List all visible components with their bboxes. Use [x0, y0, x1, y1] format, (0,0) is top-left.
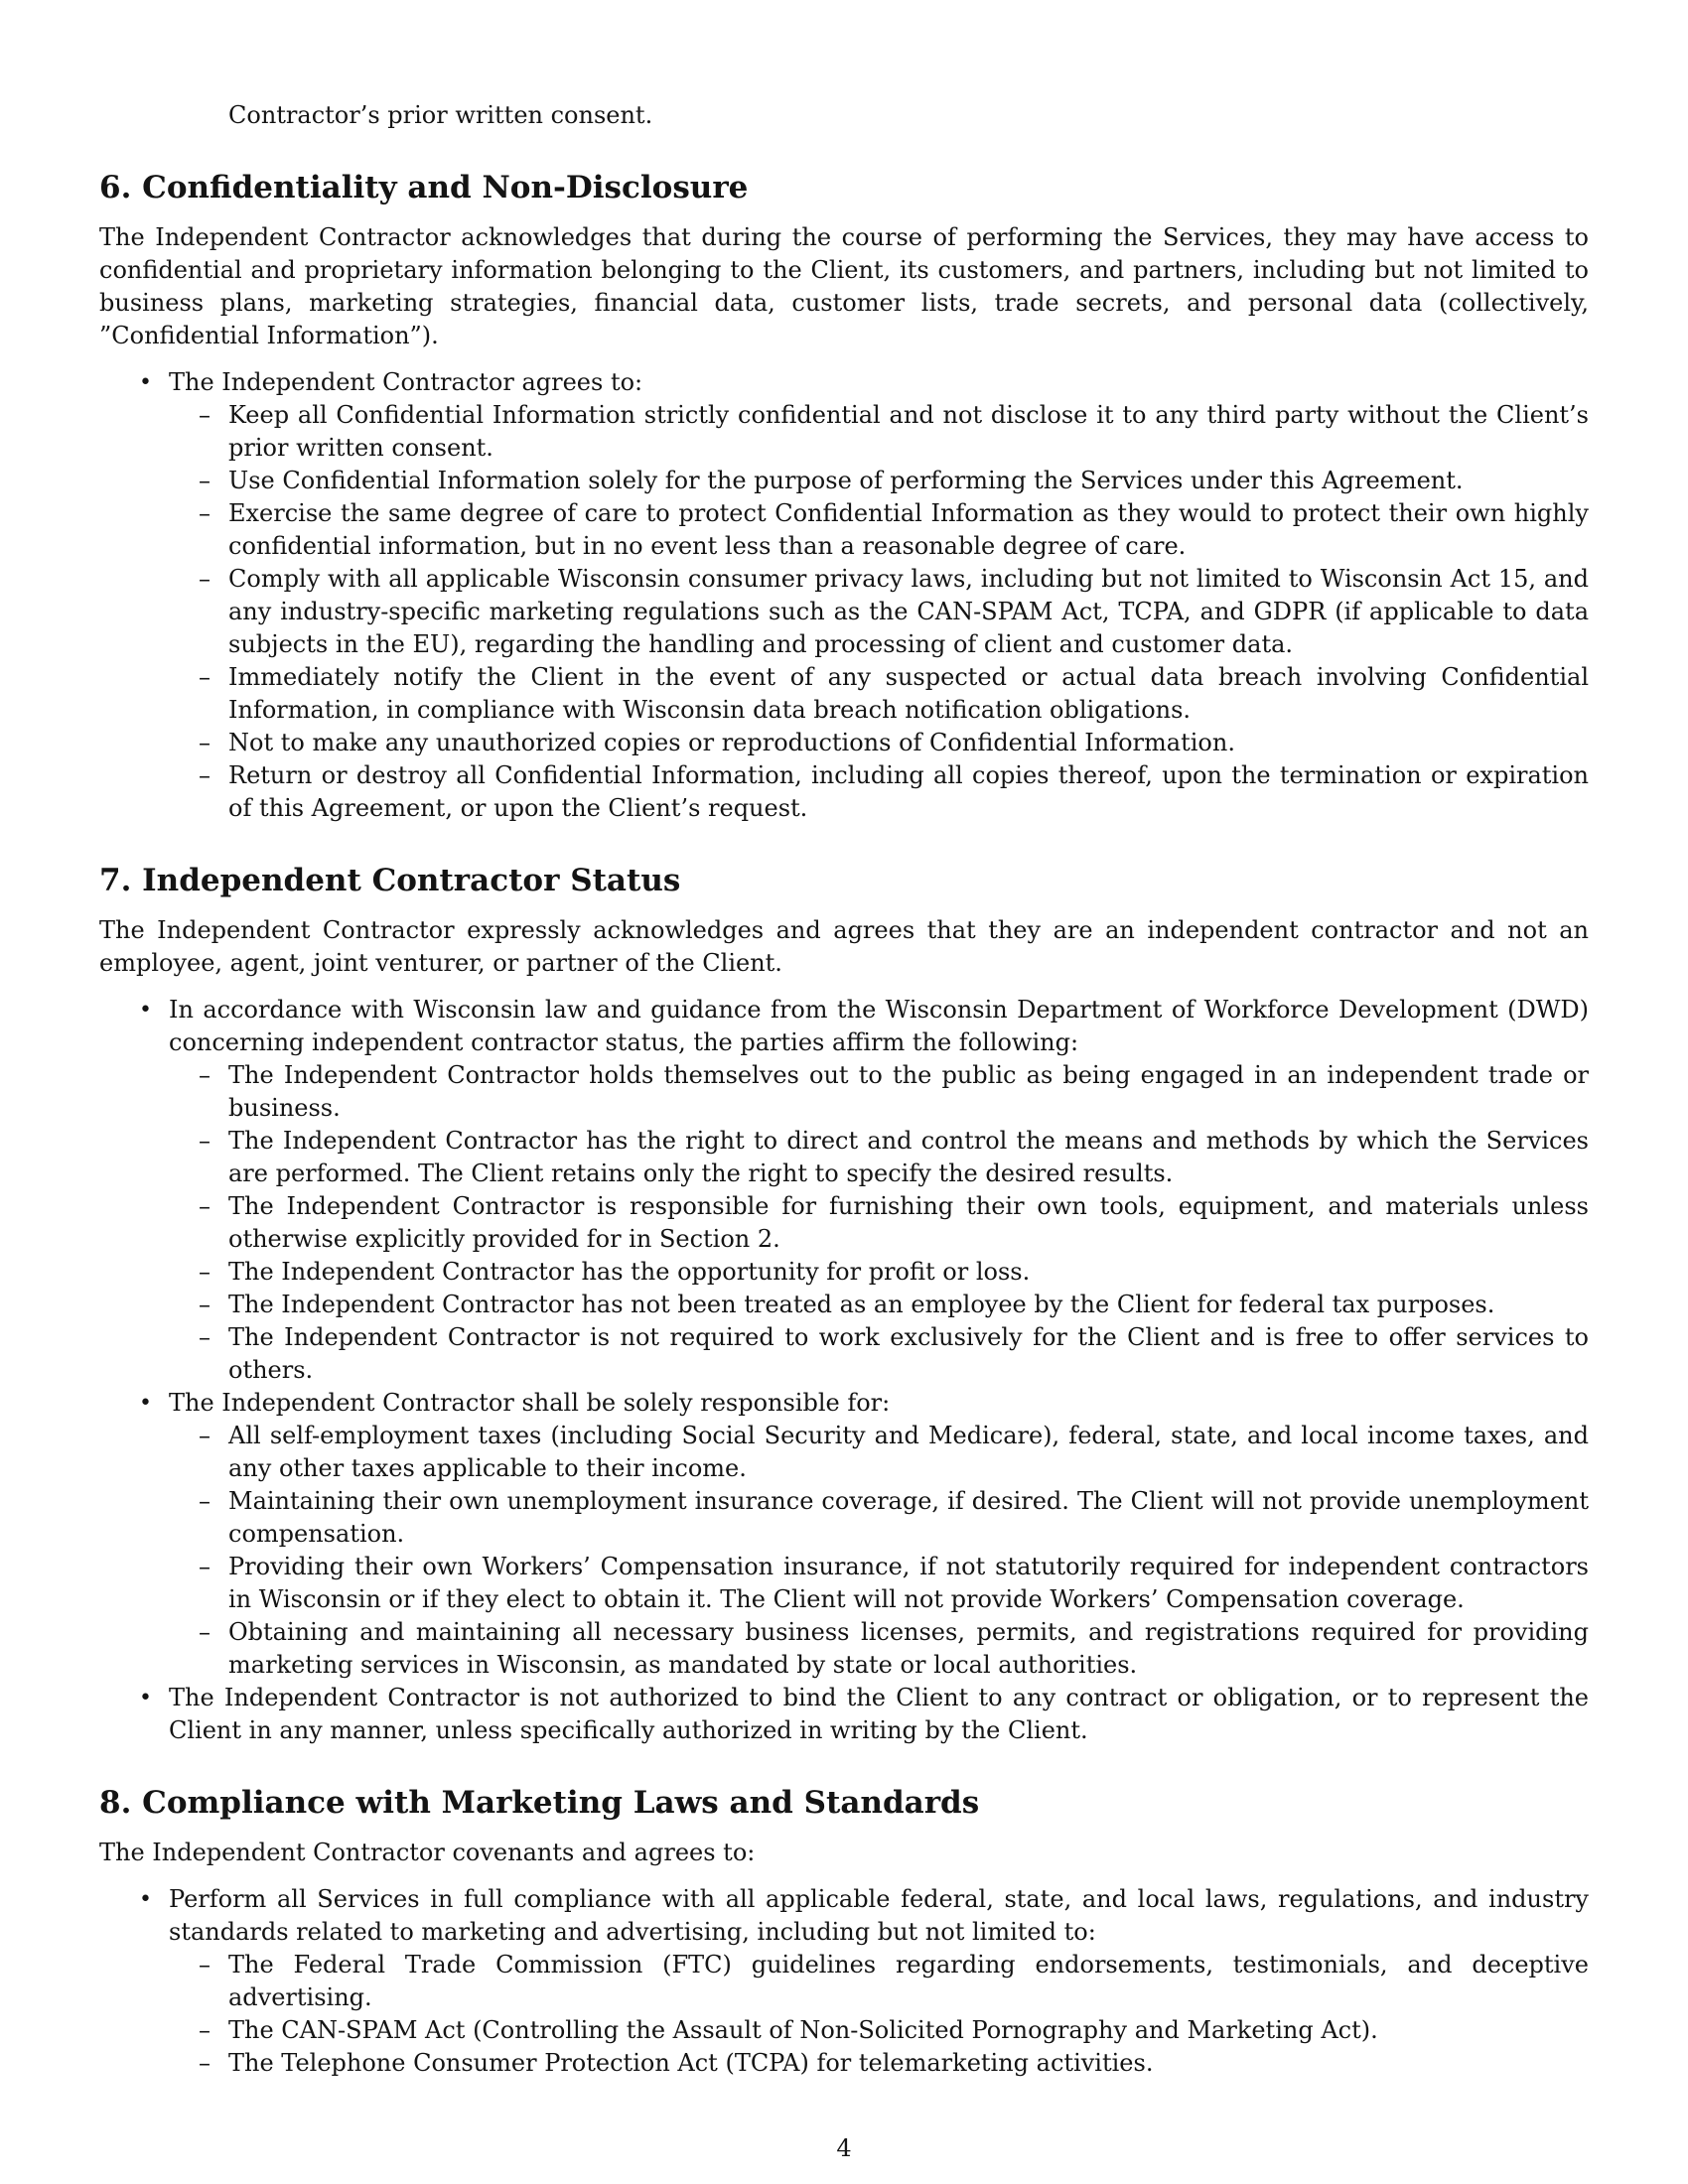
sub-item-text: Providing their own Workers’ Compensation insurance, if not statutorily required for independent contractors in Wisconsin or if they elect to obtain it. The Client will not provide Workers’ Compensation coverage. [228, 1553, 1589, 1613]
sub-item [169, 727, 1589, 759]
sub-item-text: The Independent Contractor has the opportunity for profit or loss. [228, 1258, 1031, 1286]
sub-item [169, 1289, 1589, 1321]
sub-item [169, 563, 1589, 661]
sub-list [169, 399, 1589, 825]
bullet-text: The Independent Contractor shall be solely responsible for: [169, 1389, 891, 1417]
dash-icon: – [199, 2049, 211, 2077]
bullet-item [99, 1883, 1589, 2080]
sub-item-text: The Federal Trade Commission (FTC) guidelines regarding endorsements, testimonials, and deceptive advertising. [228, 1951, 1589, 2011]
sub-item [169, 465, 1589, 497]
sub-item [169, 1485, 1589, 1551]
page-number: 4 [836, 2134, 852, 2162]
sections-container [99, 168, 1589, 2080]
bullet-item [99, 366, 1589, 825]
bullet-list [99, 1883, 1589, 2080]
sub-item-text: Use Confidential Information solely for the purpose of performing the Services under this Agreement. [228, 467, 1464, 494]
section-intro: The Independent Contractor covenants and agrees to: [99, 1839, 756, 1866]
dash-icon: – [199, 1951, 211, 1979]
dash-icon: – [199, 499, 211, 527]
dash-icon: – [199, 1061, 211, 1089]
sub-item [169, 1125, 1589, 1190]
bullet-icon: • [139, 1887, 152, 1912]
dash-icon: – [199, 1127, 211, 1155]
dash-icon: – [199, 1422, 211, 1449]
dash-icon: – [199, 1553, 211, 1580]
sub-list [169, 1059, 1589, 1387]
dash-icon: – [199, 1618, 211, 1646]
section-heading: 7. Independent Contractor Status [99, 863, 681, 898]
sub-item [169, 497, 1589, 563]
dash-icon: – [199, 1291, 211, 1318]
sub-item [169, 1256, 1589, 1289]
bullet-icon: • [139, 1686, 152, 1710]
sub-item-text: The Independent Contractor is not required to work exclusively for the Client and is free to offer services to others. [228, 1323, 1589, 1384]
document-page [99, 99, 1589, 2080]
sub-item-text: The CAN-SPAM Act (Controlling the Assault of Non-Solicited Pornography and Marketing Act). [228, 2016, 1378, 2044]
sub-list [169, 1420, 1589, 1682]
section-heading: 8. Compliance with Marketing Laws and Standards [99, 1785, 980, 1821]
sub-item-text: All self-employment taxes (including Social Security and Medicare), federal, state, and local income taxes, and any other taxes applicable to their income. [228, 1422, 1589, 1482]
dash-icon: – [199, 565, 211, 593]
section-intro: The Independent Contractor expressly acknowledges and agrees that they are an independent contractor and not an employee, agent, joint venturer, or partner of the Client. [99, 916, 1589, 977]
dash-icon: – [199, 1192, 211, 1220]
dash-icon: – [199, 1323, 211, 1351]
bullet-item [99, 1387, 1589, 1682]
dash-icon: – [199, 729, 211, 756]
sub-item [169, 1190, 1589, 1256]
sub-item-text: The Independent Contractor has the right to direct and control the means and methods by which the Services are performed. The Client retains only the right to specify the desired results. [228, 1127, 1589, 1187]
sub-item-text: Obtaining and maintaining all necessary business licenses, permits, and registrations required for providing marketing services in Wisconsin, as mandated by state or local authorities. [228, 1618, 1589, 1679]
sub-item [169, 1551, 1589, 1616]
sub-item-text: Not to make any unauthorized copies or reproductions of Confidential Information. [228, 729, 1235, 756]
bullet-item [99, 1682, 1589, 1747]
sub-item [169, 759, 1589, 825]
dash-icon: – [199, 1487, 211, 1515]
sub-item [169, 1949, 1589, 2014]
sub-item [169, 1420, 1589, 1485]
bullet-item [99, 994, 1589, 1387]
sub-item [169, 1321, 1589, 1387]
dash-icon: – [199, 761, 211, 789]
bullet-text: The Independent Contractor agrees to: [169, 368, 643, 396]
sub-item-text: The Independent Contractor has not been treated as an employee by the Client for federal tax purposes. [228, 1291, 1495, 1318]
continuation-text: Contractor’s prior written consent. [228, 101, 653, 129]
sub-item [169, 661, 1589, 727]
bullet-list [99, 994, 1589, 1747]
dash-icon: – [199, 2016, 211, 2044]
bullet-icon: • [139, 370, 152, 395]
sub-item-text: The Independent Contractor holds themselves out to the public as being engaged in an independent trade or business. [228, 1061, 1589, 1122]
bullet-icon: • [139, 998, 152, 1023]
sub-item [169, 1616, 1589, 1682]
dash-icon: – [199, 1258, 211, 1286]
bullet-text: Perform all Services in full compliance with all applicable federal, state, and local laws, regulations, and industry standards related to marketing and advertising, including but not limited to: [169, 1885, 1589, 1946]
section-intro: The Independent Contractor acknowledges that during the course of performing the Services, they may have access to confidential and proprietary information belonging to the Client, its customers, and partners, including but not limited to business plans, marketing strategies, financial data, customer lists, trade secrets, and personal data (collectively, ”Confidential Information”). [99, 223, 1589, 349]
bullet-text: In accordance with Wisconsin law and guidance from the Wisconsin Department of Workforce Development (DWD) concerning independent contractor status, the parties affirm the following: [169, 996, 1589, 1056]
sub-item-text: Keep all Confidential Information strictly confidential and not disclose it to any third party without the Client’s prior written consent. [228, 401, 1589, 462]
sub-item-text: Comply with all applicable Wisconsin consumer privacy laws, including but not limited to Wisconsin Act 15, and any industry-specific marketing regulations such as the CAN-SPAM Act, TCPA, and GDPR (if applicable to data subjects in the EU), regarding the handling and processing of client and customer data. [228, 565, 1589, 658]
sub-item [169, 399, 1589, 465]
sub-item-text: The Telephone Consumer Protection Act (TCPA) for telemarketing activities. [228, 2049, 1154, 2077]
sub-item-text: Maintaining their own unemployment insurance coverage, if desired. The Client will not provide unemployment compensation. [228, 1487, 1589, 1548]
dash-icon: – [199, 401, 211, 429]
sub-item [169, 2014, 1589, 2047]
dash-icon: – [199, 663, 211, 691]
dash-icon: – [199, 467, 211, 494]
sub-item-text: The Independent Contractor is responsible for furnishing their own tools, equipment, and materials unless otherwise explicitly provided for in Section 2. [228, 1192, 1589, 1253]
sub-item-text: Exercise the same degree of care to protect Confidential Information as they would to protect their own highly confidential information, but in no event less than a reasonable degree of care. [228, 499, 1589, 560]
sub-item [169, 2047, 1589, 2080]
sub-list [169, 1949, 1589, 2080]
sub-item-text: Return or destroy all Confidential Information, including all copies thereof, upon the termination or expiration of this Agreement, or upon the Client’s request. [228, 761, 1589, 822]
bullet-list [99, 366, 1589, 825]
section-heading: 6. Confidentiality and Non-Disclosure [99, 170, 749, 205]
bullet-icon: • [139, 1391, 152, 1416]
bullet-text: The Independent Contractor is not authorized to bind the Client to any contract or obligation, or to represent the Client in any manner, unless specifically authorized in writing by the Client. [169, 1684, 1589, 1744]
sub-item-text: Immediately notify the Client in the event of any suspected or actual data breach involving Confidential Information, in compliance with Wisconsin data breach notification obligations. [228, 663, 1589, 724]
sub-item [169, 1059, 1589, 1125]
